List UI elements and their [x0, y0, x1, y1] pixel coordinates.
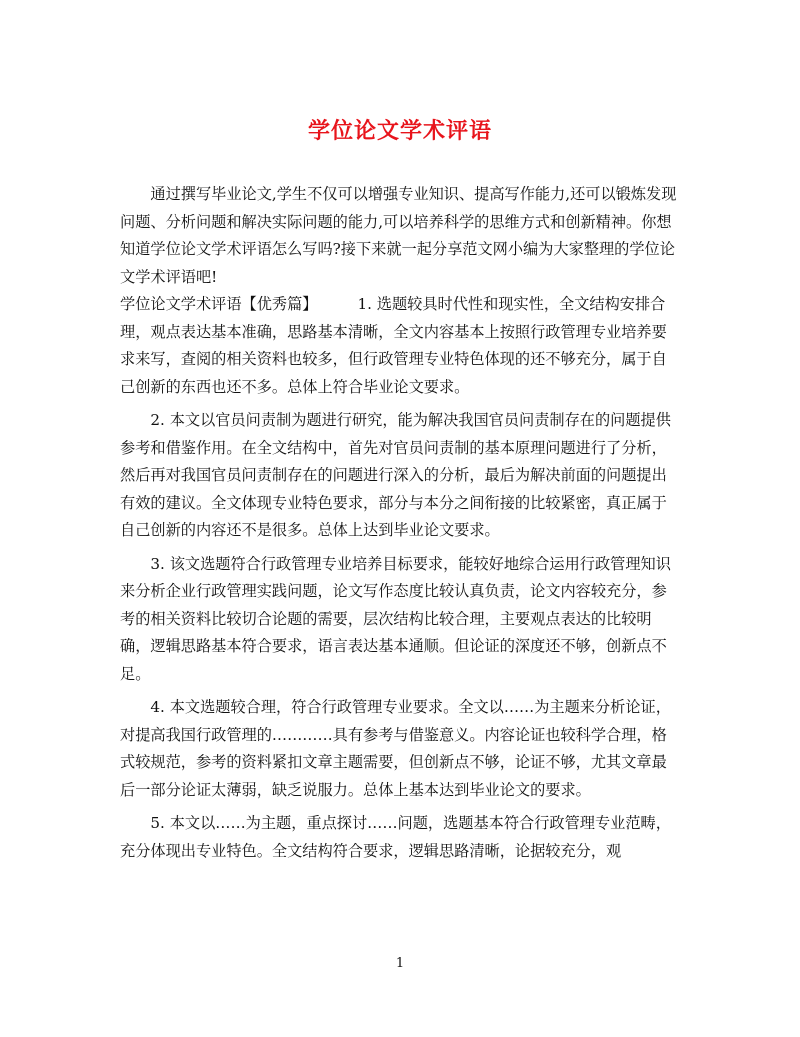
document-title: 学位论文学术评语 [307, 118, 492, 144]
section-label: 学位论文学术评语【优秀篇】 [120, 295, 318, 313]
review-paragraph-1 [120, 291, 680, 401]
review-paragraph-3: 3. 该文选题符合行政管理专业培养目标要求，能较好地综合运用行政管理知识来分析企业行政管理实践问题，论文写作态度比较认真负责，论文内容较充分，参考的相关资料比较切合论题的需要，层次结构比较合理，主要观点表达的比较明确，逻辑思路基本符合要求，语言表达基本通顺。但论证的深度还不够，创新点不足。 [120, 554, 671, 683]
page-number: 1 [395, 956, 405, 971]
intro-paragraph: 通过撰写毕业论文,学生不仅可以增强专业知识、提高写作能力,还可以锻炼发现问题、分析问题和解决实际问题的能力,可以培养科学的思维方式和创新精神。你想知道学位论文学术评语怎么写吗?接下来就一起分享范文网小编为大家整理的学位论文学术评语吧! [120, 185, 677, 286]
review-text-1: 1. 选题较具时代性和现实性，全文结构安排合理，观点表达基本准确，思路基本清晰，全文内容基本上按照行政管理专业培养要求来写，查阅的相关资料也较多，但行政管理专业特色体现的还不够充分，属于自己创新的东西也还不多。总体上符合毕业论文要求。 [120, 295, 667, 396]
review-paragraph-5: 5. 本文以……为主题，重点探讨……问题，选题基本符合行政管理专业范畴，充分体现出专业特色。全文结构符合要求，逻辑思路清晰，论据较充分，观 [120, 814, 671, 860]
document-body [120, 181, 680, 865]
review-paragraph-2: 2. 本文以官员问责制为题进行研究，能为解决我国官员问责制存在的问题提供参考和借鉴作用。在全文结构中，首先对官员问责制的基本原理问题进行了分析，然后再对我国官员问责制存在的问题进行深入的分析，最后为解决前面的问题提出有效的建议。全文体现专业特色要求，部分与本分之间衔接的比较紧密，真正属于自己创新的内容还不是很多。总体上达到毕业论文要求。 [120, 411, 671, 539]
review-paragraph-4: 4. 本文选题较合理，符合行政管理专业要求。全文以……为主题来分析论证，对提高我国行政管理的…………具有参考与借鉴意义。内容论证也较科学合理，格式较规范，参考的资料紧扣文章主题需要，但创新点不够，论证不够，尤其文章最后一部分论证太薄弱，缺乏说服力。总体上基本达到毕业论文的要求。 [120, 698, 671, 799]
